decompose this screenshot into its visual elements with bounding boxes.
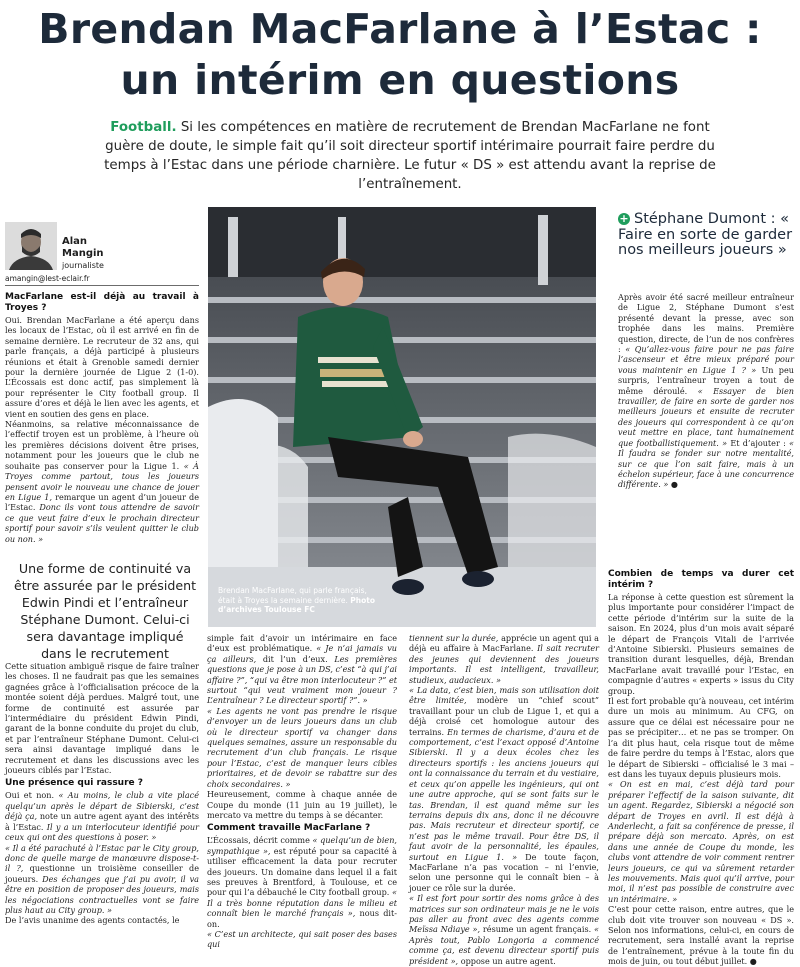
- author-avatar: [5, 222, 57, 270]
- paragraph: [618, 292, 794, 490]
- text: nous dit-on.: [207, 908, 397, 929]
- text: résume un agent français.: [482, 924, 592, 935]
- text: Oui et non.: [5, 790, 55, 801]
- question-heading-4: Combien de temps va durer cet intérim ?: [608, 569, 794, 590]
- pull-quote: Une forme de continuité va être assurée par le président Edwin Pindi et l’entraîneur Stéphane Dumont. Celui-ci sera davantage impliqué dans le recrutement: [13, 561, 197, 661]
- quote: Il sait recruter des jeunes qui deviennent des joueurs importants. Il est intelligent, travailleur, studieux, audacieux. »: [409, 643, 599, 685]
- photo-caption: [218, 586, 378, 615]
- text: C’est pour cette raison, entre autres, que le club doit vite trouver son nouveau « DS ». Selon nos informations, celui-ci, en cours de recrutement, sera installé avant la reprise de l’entraînement, prévue à la toute fin du mois de juin, ou tout début juillet.: [608, 904, 794, 967]
- author-role: journaliste: [62, 261, 104, 270]
- paragraph: [5, 419, 199, 544]
- lead-text: Si les compétences en matière de recrutement de Brendan MacFarlane ne font guère de doute, le simple fait qu’il soit directeur sportif intérimaire pourrait faire perdre du temps à l’Estac dans une période charnière. Le futur « DS » est attendu avant la reprise de l’entraînement.: [104, 120, 716, 192]
- author-name: [62, 236, 104, 260]
- paragraph: [409, 633, 599, 685]
- end-mark: ●: [749, 956, 757, 967]
- text: Après avoir été sacré meilleur entraîneur de Ligue 2, Stéphane Dumont s’est présenté devant la presse, avec son trophée dans les mains. Première question, directe, de l’un de nos confrères :: [618, 292, 794, 355]
- quote: « À Troyes comme partout, tous les joueurs pensent avoir le nouveau une chance de jouer en Ligue 1,: [5, 460, 200, 502]
- article-photo: [208, 207, 596, 627]
- quote: « Il est fort pour sortir des noms grâce à des matrices sur son ordinateur mais je ne le vois pas aller au front avec des agents comme Meïssa Ndiaye »,: [409, 893, 599, 935]
- author-last-name: Mangin: [62, 248, 104, 259]
- question-heading-1: MacFarlane est-il déjà au travail à Troyes ?: [5, 292, 199, 313]
- paragraph: « C’est un architecte, qui sait poser des bases qui: [207, 928, 397, 950]
- text: L’Écossais, décrit comme: [207, 835, 310, 846]
- section-tag: Football.: [110, 120, 177, 135]
- text: Un peu surpris, l’entraîneur troyen a tout de même déroulé.: [618, 364, 794, 396]
- paragraph: [5, 843, 199, 916]
- quote: En termes de charisme, d’aura et de comportement, c’est l’exact opposé d’Antoine Sibierski. Il y a deux écoles chez les directeurs sportifs : les anciens joueurs qui ont la connaissance du terrain et du vestiaire, et ceux qu’on appelle les ingénieurs, qui ont une autre approche, qui se sont faits sur le tas. Brendan, il est quand même sur les terrains depuis dix ans, donc il ne découvre pas. Mais recruteur et directeur sportif, ce n’est pas le même travail. Pour être DS, il faut avoir de la personnalité, les épaules, surtout en Ligue 1. »: [409, 726, 599, 862]
- paragraph: [207, 633, 397, 706]
- quote: tiennent sur la durée,: [409, 633, 499, 643]
- sidebar-heading: [618, 212, 794, 259]
- text: est réputé pour sa capacité à utiliser efficacement la data pour recruter des joueurs. Un domaine dans lequel il a fait ses preuves à Brentford, à Toulouse, et ce pour qui l’a débauché le City football group.: [207, 845, 397, 898]
- sidebar-body: [618, 292, 794, 490]
- headline-line-2: un intérim en questions: [120, 56, 680, 104]
- quote: « Qu’allez-vous faire pour ne pas faire l’ascenseur et être mieux préparé pour vous maintenir en Ligue 1 ? »: [618, 344, 794, 375]
- quote: « Essayer de bien travailler, de faire en sorte de garder nos meilleurs joueurs et ensuite de recruter des joueurs qui correspondent à ce qu’on veut mettre en place, tant humainement que footballistiquement. »: [618, 385, 794, 448]
- quote: Donc ils vont tous attendre de savoir ce que veut faire d’eux le prochain directeur sportif pour savoir s’ils veulent quitter le club ou non. »: [5, 502, 199, 544]
- column-1-bottom: [5, 661, 199, 926]
- paragraph: De l’avis unanime des agents contactés, le: [5, 915, 180, 926]
- quote: « La data, c’est bien, mais son utilisation doit être limitée,: [409, 685, 599, 706]
- text: questionne un troisième conseiller de joueurs.: [5, 863, 199, 884]
- paragraph: Heureusement, comme à chaque année de Coupe du monde (11 juin au 19 juillet), le mercato va mettre du temps à se décanter.: [207, 789, 397, 820]
- quote: « Après tout, Pablo Longoria a commencé comme ça, est devenu directeur sportif puis président »,: [409, 924, 599, 966]
- text: dit l’un d’eux.: [262, 653, 328, 664]
- column-2: [207, 633, 397, 950]
- paragraph: Il est fort probable qu’à nouveau, cet intérim dure un mois au minimum. Au CFG, on assure que ce délai est nécessaire pour ne pas se précipiter… et ne pas se tromper. On l’a dit plus haut, cela risque tout de même de faire perdre du temps à l’Estac, alors que le départ de Sibierski – officialisé le 3 mai – est dans les tuyaux depuis plusieurs mois.: [608, 696, 794, 779]
- caption-text: Brendan MacFarlane, qui parle français, était à Troyes la semaine dernière.: [218, 586, 367, 605]
- paragraph: [5, 790, 199, 842]
- text: remarque un agent d’un joueur de l’Estac.: [5, 491, 199, 513]
- paragraph: « On est en mai, c’est déjà tard pour préparer l’effectif de la saison suivante, dit un agent. Regardez, Sibierski a négocié son départ de Troyes en avril. Il est déjà à Anderlecht, a fait sa conférence de presse, il prépare déjà son mercato. Après, on est dans une année de Coupe du monde, les clubs vont attendre de voir comment rentrer leurs joueurs, ce qui va sûrement retarder les mouvements. Mais quoi qu’il arrive, pour moi, il n’est pas possible de construire avec un intérimaire. »: [608, 779, 794, 904]
- quote: Des échanges que j’ai pu avoir, il va être en position de proposer des joueurs, mais les négociations contractuelles vont se faire plus haut au City group. »: [5, 873, 199, 915]
- text: note un autre agent ayant des intérêts à l’Estac.: [5, 811, 200, 832]
- quote: Il y a un interlocuteur identifié pour ceux qui ont des questions à poser. »: [5, 821, 200, 843]
- question-heading-2: Une présence qui rassure ?: [5, 778, 143, 789]
- column-4: [608, 566, 794, 967]
- text: apprécie un agent qui a déjà eu affaire à MacFarlane.: [409, 633, 599, 654]
- question-heading-3: Comment travaille MacFarlane ?: [207, 823, 371, 834]
- text: Et d’ajouter :: [730, 437, 786, 448]
- paragraph: La réponse à cette question est sûrement la plus importante pour considérer l’impact de cette période d’intérim sur la suite de la saison. En 2024, plus d’un mois avait séparé le départ de François Vitali de l’arrivée d’Antoine Sibierski. Plusieurs semaines de transition durant lesquelles, déjà, Brendan MacFarlane avait travaillé pour l’Estac, en compagnie d’autres « experts » issus du City group.: [608, 592, 794, 696]
- quote: « Il faudra se fonder sur notre mentalité, sur ce que l’on sait faire, mais à un échelon supérieur, face à une concurrence différente. »: [618, 437, 794, 490]
- author-first-name: Alan: [62, 236, 88, 247]
- column-3: [409, 633, 599, 966]
- paragraph: [207, 835, 397, 929]
- paragraph: Cette situation ambiguë risque de faire traîner les choses. Il ne faudrait pas que les semaines gagnées grâce à l’officialisation précoce de la montée soient déjà perdues. Malgré tout, une forme de continuité est assurée par l’intermédiaire du président Edwin Pindi, garant de la bonne conduite du projet du club, et par l’entraîneur Stéphane Dumont. Celui-ci sera ainsi davantage impliqué dans le recrutement et dans les discussions avec les joueurs ciblés par l’Estac.: [5, 661, 199, 776]
- quote: « Au moins, le club a vite placé quelqu’un après le départ de Sibierski, c’est déjà ça,: [5, 790, 199, 822]
- quote: « Je n’ai jamais vu ça ailleurs,: [207, 643, 398, 664]
- quote: « Il a très bonne réputation dans le milieu et connaît bien le marché français »,: [207, 887, 397, 919]
- headline-line-1: Brendan MacFarlane à l’Estac :: [38, 5, 762, 53]
- byline-divider: [5, 285, 199, 286]
- plus-circle-icon: +: [619, 212, 629, 225]
- text: simple fait d’avoir un intérimaire en face d’eux est problématique.: [207, 633, 397, 654]
- sidebar-title: Stéphane Dumont : « Faire en sorte de garder nos meilleurs joueurs »: [618, 211, 793, 258]
- end-mark: ●: [670, 479, 678, 490]
- paragraph: [608, 904, 794, 966]
- paragraph: [409, 893, 599, 966]
- text: modère un “chief scout” travaillant pour un club de Ligue 1, et qui a déjà croisé cet homologue autour des terrains.: [409, 695, 600, 737]
- photo-credit: Photo d’archives Toulouse FC: [218, 595, 376, 614]
- text: Néanmoins, sa relative méconnaissance de l’effectif troyen est un problème, à l’heure où les premières décisions doivent être prises, notamment pour les joueurs que le club ne souhaite pas conserver pour la Ligue 1.: [5, 419, 199, 471]
- paragraph: « Les agents ne vont pas prendre le risque d’envoyer un de leurs joueurs dans un club où le directeur sportif va changer dans quelques semaines, assure un responsable du recrutement d’un club français. Le risque pour l’Estac, c’est de manquer leurs cibles prioritaires, et de devoir se rabattre sur des choix secondaires. »: [207, 705, 397, 789]
- quote: « Il a été parachuté à l’Estac par le City group, donc de quelle marge de manœuvre dispose-t-il ?,: [5, 842, 199, 874]
- paragraph: Oui. Brendan MacFarlane a été aperçu dans les locaux de l’Estac, où il est arrivé en fin de semaine dernière. Le recruteur de 32 ans, qui parle français, a déjà participé à plusieurs réunions et était à Grenoble samedi dernier pour la dernière journée de Ligue 2 (1-0). L’Écossais est donc actif, pas simplement là pour représenter le City football group. Il assure d’ores et déjà le lien avec les agents, et vient en soutien des gens en place.: [5, 315, 199, 419]
- text: De toute façon, MacFarlane n’a pas vocation – ni l’envie, selon une personne qui le connaît bien – à jouer ce rôle sur la durée.: [409, 851, 599, 893]
- column-1-top: [5, 289, 199, 544]
- quote: « quelqu’un de bien, sympathique »,: [207, 835, 397, 856]
- author-email[interactable]: amangin@lest-eclair.fr: [5, 274, 90, 283]
- text: oppose un autre agent.: [460, 955, 556, 966]
- paragraph: [409, 685, 599, 893]
- lead-paragraph: [100, 118, 720, 194]
- quote: Les premières questions que je pose à un DS, c’est “à qui j’ai affaire ?”, “qui va être mon interlocuteur ?” et surtout “qui veut vraiment mon joueur ? L’entraîneur ? Le directeur sportif ?”. »: [207, 653, 398, 706]
- headline: [0, 4, 800, 106]
